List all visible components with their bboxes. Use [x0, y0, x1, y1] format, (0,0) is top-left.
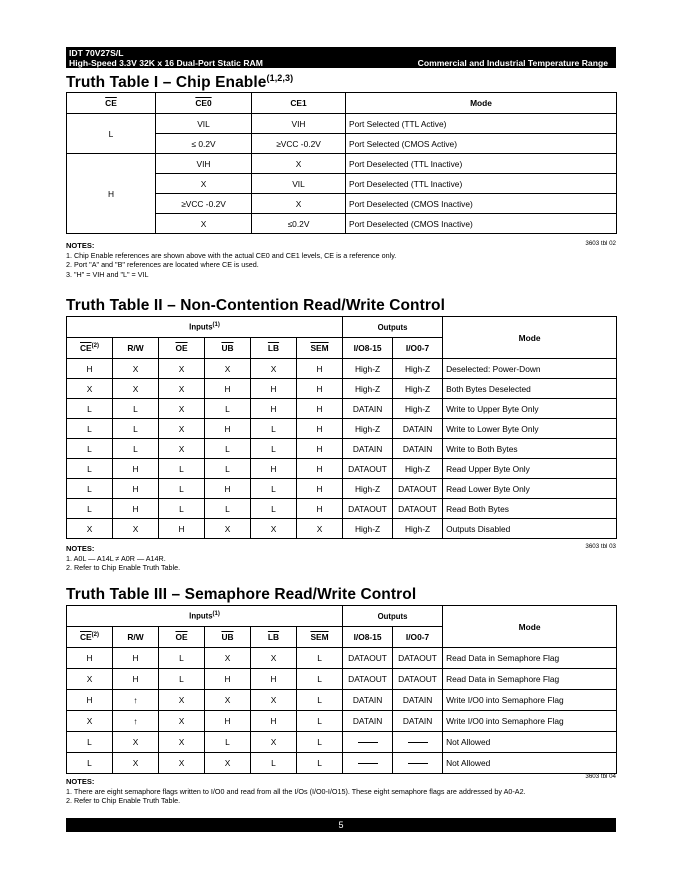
cell-mode: Read Data in Semaphore Flag [443, 669, 617, 690]
cell-mode: Port Deselected (TTL Inactive) [346, 154, 617, 174]
cell-sem: H [297, 359, 343, 379]
cell-io0-7: DATAIN [393, 690, 443, 711]
cell-ce: L [67, 459, 113, 479]
table2-notes: NOTES: 1. A0L — A14L ≠ A0R — A14R. 2. Refer to Chip Enable Truth Table. [66, 544, 181, 573]
col-ce1: CE1 [252, 93, 346, 114]
cell-sem: H [297, 379, 343, 399]
note: 2. Refer to Chip Enable Truth Table. [66, 796, 181, 806]
cell-io0-7: High-Z [393, 359, 443, 379]
truth-table-3 [66, 605, 617, 774]
cell-ub: L [205, 439, 251, 459]
cell-oe: X [159, 359, 205, 379]
cell-mode: Read Both Bytes [443, 499, 617, 519]
cell-ub: L [205, 499, 251, 519]
cell-oe: X [159, 399, 205, 419]
cell-ce: H [67, 359, 113, 379]
col-io8-15: I/O8-15 [343, 627, 393, 648]
cell-oe: L [159, 479, 205, 499]
table2-tag: 3603 tbl 03 [585, 543, 616, 550]
cell-sem: L [297, 690, 343, 711]
cell-ub: H [205, 711, 251, 732]
cell-ub: X [205, 690, 251, 711]
cell-oe: X [159, 439, 205, 459]
cell-ub: L [205, 732, 251, 753]
cell-ce1: VIL [252, 174, 346, 194]
col-mode: Mode [443, 317, 617, 359]
col-oe: $\overline{OE}$ [159, 627, 205, 648]
page-header [66, 47, 616, 68]
col-ce: $\overline{CE}^{(2)}$ [67, 627, 113, 648]
table3-notes: NOTES: 1. There are eight semaphore flags written to I/O0 and read from all the I/Os (I/O0-I/O15). These eight semaphore flags are addressed by A0-A2. 2. Refer to Chip Enable Truth Table. [66, 777, 526, 806]
cell-oe: L [159, 459, 205, 479]
cell-sem: L [297, 648, 343, 669]
table-row [67, 753, 617, 774]
cell-ub: H [205, 669, 251, 690]
table-row [67, 732, 617, 753]
cell-io0-7: High-Z [393, 459, 443, 479]
cell-io0-7: DATAOUT [393, 479, 443, 499]
cell-mode: Not Allowed [443, 753, 617, 774]
cell-ce: X [67, 669, 113, 690]
table-row [67, 669, 617, 690]
table-row [67, 519, 617, 539]
part-description: High-Speed 3.3V 32K x 16 Dual-Port Static RAM [69, 58, 263, 68]
cell-io0-7: DATAIN [393, 439, 443, 459]
col-sem: $\overline{SEM}$ [297, 627, 343, 648]
cell-mode: Write to Both Bytes [443, 439, 617, 459]
cell-ce: H [67, 154, 156, 234]
cell-rw: L [113, 439, 159, 459]
cell-io8-15: DATAIN [343, 399, 393, 419]
cell-sem: H [297, 419, 343, 439]
cell-ub: H [205, 419, 251, 439]
col-ub: $\overline{UB}$ [205, 338, 251, 359]
col-mode: Mode [443, 606, 617, 648]
col-lb: $\overline{LB}$ [251, 627, 297, 648]
col-sem: $\overline{SEM}$ [297, 338, 343, 359]
cell-oe: X [159, 379, 205, 399]
cell-io0-7: DATAOUT [393, 499, 443, 519]
cell-lb: X [251, 690, 297, 711]
cell-sem: H [297, 459, 343, 479]
cell-rw: H [113, 479, 159, 499]
cell-lb: X [251, 732, 297, 753]
table-row [67, 690, 617, 711]
cell-lb: H [251, 711, 297, 732]
cell-rw: X [113, 753, 159, 774]
table2-title: Truth Table II – Non-Contention Read/Write Control [66, 297, 445, 314]
cell-io8-15: DATAIN [343, 690, 393, 711]
cell-mode: Port Deselected (CMOS Inactive) [346, 214, 617, 234]
cell-lb: X [251, 519, 297, 539]
cell-ub: X [205, 519, 251, 539]
cell-oe: H [159, 519, 205, 539]
table-row [67, 648, 617, 669]
cell-lb: X [251, 359, 297, 379]
page-footer [66, 818, 616, 832]
page-number: 5 [338, 820, 344, 830]
cell-ce0: X [156, 174, 252, 194]
col-ce0: CE0 [156, 93, 252, 114]
cell-io8-15 [343, 753, 393, 774]
cell-ub: L [205, 399, 251, 419]
cell-rw: L [113, 419, 159, 439]
cell-ce0: ≤ 0.2V [156, 134, 252, 154]
cell-ce1: ≤0.2V [252, 214, 346, 234]
cell-rw: X [113, 732, 159, 753]
table-row [67, 359, 617, 379]
cell-ce0: VIH [156, 154, 252, 174]
cell-mode: Port Deselected (TTL Inactive) [346, 174, 617, 194]
cell-ce0: X [156, 214, 252, 234]
cell-io8-15: High-Z [343, 379, 393, 399]
cell-ce1: X [252, 154, 346, 174]
cell-io0-7: High-Z [393, 519, 443, 539]
truth-table-1 [66, 92, 617, 234]
cell-ub: X [205, 648, 251, 669]
cell-lb: L [251, 479, 297, 499]
cell-oe: L [159, 499, 205, 519]
cell-io8-15: High-Z [343, 359, 393, 379]
table-row [67, 439, 617, 459]
cell-ce1: VIH [252, 114, 346, 134]
part-number: IDT 70V27S/L [69, 48, 124, 58]
col-lb: $\overline{LB}$ [251, 338, 297, 359]
cell-rw: X [113, 379, 159, 399]
table-row [67, 479, 617, 499]
cell-io8-15: High-Z [343, 519, 393, 539]
cell-ub: H [205, 479, 251, 499]
cell-rw: H [113, 648, 159, 669]
cell-oe: X [159, 711, 205, 732]
cell-mode: Outputs Disabled [443, 519, 617, 539]
cell-mode: Port Selected (CMOS Active) [346, 134, 617, 154]
cell-sem: L [297, 711, 343, 732]
note: 1. Chip Enable references are shown above with the actual CE0 and CE1 levels, CE is a reference only. [66, 250, 397, 260]
cell-io8-15: DATAOUT [343, 669, 393, 690]
cell-mode: Write to Lower Byte Only [443, 419, 617, 439]
cell-sem: L [297, 732, 343, 753]
cell-io0-7: DATAOUT [393, 669, 443, 690]
table-row [67, 711, 617, 732]
cell-io8-15: DATAOUT [343, 459, 393, 479]
col-io0-7: I/O0-7 [393, 338, 443, 359]
cell-io8-15: DATAIN [343, 711, 393, 732]
cell-oe: X [159, 732, 205, 753]
cell-rw: X [113, 519, 159, 539]
cell-oe: X [159, 753, 205, 774]
cell-io0-7: High-Z [393, 399, 443, 419]
cell-rw: X [113, 359, 159, 379]
cell-mode: Read Upper Byte Only [443, 459, 617, 479]
cell-io8-15: DATAOUT [343, 499, 393, 519]
cell-oe: X [159, 419, 205, 439]
table1-tag: 3603 tbl 02 [585, 240, 616, 247]
col-mode: Mode [346, 93, 617, 114]
cell-lb: L [251, 753, 297, 774]
cell-ce: L [67, 732, 113, 753]
truth-table-2 [66, 316, 617, 539]
table-row [67, 499, 617, 519]
cell-io8-15: DATAIN [343, 439, 393, 459]
cell-io8-15: High-Z [343, 419, 393, 439]
cell-ce1: ≥VCC -0.2V [252, 134, 346, 154]
cell-mode: Not Allowed [443, 732, 617, 753]
cell-io0-7: DATAIN [393, 711, 443, 732]
cell-ce: L [67, 499, 113, 519]
cell-lb: H [251, 669, 297, 690]
cell-sem: L [297, 753, 343, 774]
cell-rw: ↑ [113, 690, 159, 711]
note: 3. "H" = VIH and "L" = VIL [66, 269, 149, 279]
cell-ce: L [67, 479, 113, 499]
col-io0-7: I/O0-7 [393, 627, 443, 648]
table1-title: Truth Table I – Chip Enable$^{(1,2,3)}$ [66, 73, 294, 92]
cell-ub: X [205, 359, 251, 379]
cell-mode: Write I/O0 into Semaphore Flag [443, 690, 617, 711]
cell-rw: H [113, 459, 159, 479]
cell-io0-7: DATAOUT [393, 648, 443, 669]
cell-ce: H [67, 690, 113, 711]
cell-mode: Read Data in Semaphore Flag [443, 648, 617, 669]
cell-ub: L [205, 459, 251, 479]
cell-ce0: ≥VCC -0.2V [156, 194, 252, 214]
cell-mode: Deselected: Power-Down [443, 359, 617, 379]
note: 2. Refer to Chip Enable Truth Table. [66, 563, 181, 573]
table3-tag: 3603 tbl 04 [585, 773, 616, 780]
cell-ce: X [67, 519, 113, 539]
cell-rw: H [113, 669, 159, 690]
cell-ce: L [67, 114, 156, 154]
cell-sem: H [297, 439, 343, 459]
cell-ub: H [205, 379, 251, 399]
cell-io0-7 [393, 732, 443, 753]
cell-sem: L [297, 669, 343, 690]
cell-lb: L [251, 439, 297, 459]
cell-ce: L [67, 399, 113, 419]
outputs-group: Outputs [343, 606, 443, 627]
table1-notes: NOTES: 1. Chip Enable references are shown above with the actual CE0 and CE1 levels, CE is a reference only. 2. Port "A" and "B" references are located where CE is used. 3. "H" = VIH and "L" = VIL [66, 241, 397, 279]
cell-io0-7: High-Z [393, 379, 443, 399]
cell-mode: Write to Upper Byte Only [443, 399, 617, 419]
cell-ce: L [67, 419, 113, 439]
cell-ce0: VIL [156, 114, 252, 134]
cell-mode: Port Selected (TTL Active) [346, 114, 617, 134]
cell-sem: H [297, 399, 343, 419]
table-row [67, 419, 617, 439]
cell-mode: Read Lower Byte Only [443, 479, 617, 499]
cell-lb: H [251, 459, 297, 479]
cell-ce: X [67, 379, 113, 399]
table-row [67, 399, 617, 419]
col-ce: $\overline{CE}^{(2)}$ [67, 338, 113, 359]
cell-io0-7 [393, 753, 443, 774]
cell-lb: H [251, 399, 297, 419]
cell-lb: L [251, 419, 297, 439]
cell-ce: X [67, 711, 113, 732]
cell-mode: Port Deselected (CMOS Inactive) [346, 194, 617, 214]
cell-ce: L [67, 753, 113, 774]
cell-ce: L [67, 439, 113, 459]
cell-io0-7: DATAIN [393, 419, 443, 439]
cell-rw: L [113, 399, 159, 419]
table-row [67, 379, 617, 399]
note: 1. A0L — A14L ≠ A0R — A14R. [66, 553, 166, 563]
cell-ce1: X [252, 194, 346, 214]
col-ub: $\overline{UB}$ [205, 627, 251, 648]
table3-title: Truth Table III – Semaphore Read/Write Control [66, 586, 417, 603]
cell-io8-15 [343, 732, 393, 753]
cell-oe: L [159, 648, 205, 669]
col-rw: R/W [113, 627, 159, 648]
cell-lb: H [251, 379, 297, 399]
cell-lb: L [251, 499, 297, 519]
col-rw: R/W [113, 338, 159, 359]
outputs-group: Outputs [343, 317, 443, 338]
cell-sem: H [297, 499, 343, 519]
cell-io8-15: DATAOUT [343, 648, 393, 669]
cell-oe: L [159, 669, 205, 690]
inputs-group: Inputs$^{(1)}$ [67, 606, 343, 627]
note: 1. There are eight semaphore flags written to I/O0 and read from all the I/Os (I/O0-I/O15). These eight semaphore flags are addressed by A0-A2. [66, 786, 526, 796]
col-ce: $\overline{CE}$ [67, 93, 156, 114]
cell-sem: X [297, 519, 343, 539]
cell-io8-15: High-Z [343, 479, 393, 499]
col-oe: $\overline{OE}$ [159, 338, 205, 359]
cell-mode: Both Bytes Deselected [443, 379, 617, 399]
table-row [67, 459, 617, 479]
temperature-range: Commercial and Industrial Temperature Range [417, 58, 608, 68]
col-io8-15: I/O8-15 [343, 338, 393, 359]
cell-ub: X [205, 753, 251, 774]
cell-oe: X [159, 690, 205, 711]
cell-lb: X [251, 648, 297, 669]
inputs-group: Inputs$^{(1)}$ [67, 317, 343, 338]
note: 2. Port "A" and "B" references are located where CE is used. [66, 260, 259, 270]
cell-ce: H [67, 648, 113, 669]
cell-rw: ↑ [113, 711, 159, 732]
cell-sem: H [297, 479, 343, 499]
cell-mode: Write I/O0 into Semaphore Flag [443, 711, 617, 732]
cell-rw: H [113, 499, 159, 519]
